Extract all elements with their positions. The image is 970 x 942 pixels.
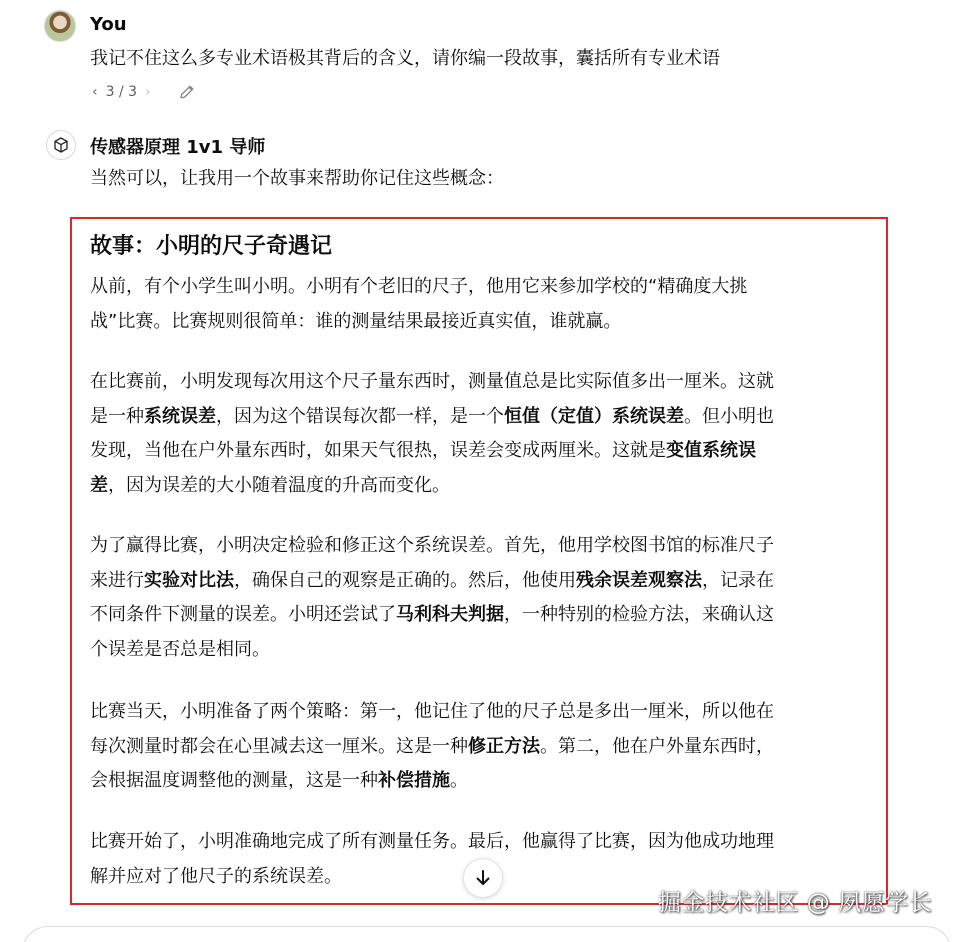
story-text: 每次测量时都会在心里减去这一厘米。这是一种 bbox=[90, 735, 468, 757]
key-term: 马利科夫判据 bbox=[396, 604, 504, 625]
story-text: 比赛当天，小明准备了两个策略：第一，他记住了他的尺子总是多出一厘米，所以他在 bbox=[90, 701, 774, 722]
assistant-name: 传感器原理 1v1 导师 bbox=[90, 137, 266, 158]
key-term: 实验对比法 bbox=[144, 569, 234, 591]
story-text: 。 bbox=[450, 770, 468, 791]
story-text: 是一种 bbox=[90, 405, 144, 427]
assistant-cube-icon bbox=[46, 130, 76, 160]
story-title: 故事：小明的尺子奇遇记 bbox=[90, 234, 333, 259]
key-term: 恒值（定值）系统误差 bbox=[504, 405, 684, 427]
story-text: ，因为误差的大小随着温度的升高而变化。 bbox=[108, 474, 450, 496]
story-paragraph bbox=[90, 270, 865, 339]
story-text: 。但小明也 bbox=[684, 405, 774, 427]
key-term: 系统误差 bbox=[144, 405, 216, 427]
user-name: You bbox=[90, 14, 127, 35]
story-text: ，一种特别的检验方法，来确认这 bbox=[504, 604, 774, 625]
story-text: 。第二，他在户外量东西时， bbox=[540, 735, 774, 757]
story-paragraph bbox=[90, 695, 865, 799]
story-text: 战”比赛。比赛规则很简单：谁的测量结果最接近真实值，谁就赢。 bbox=[90, 310, 622, 332]
watermark: 掘金技术社区 @ 夙愿学长 bbox=[658, 890, 933, 916]
message-pager bbox=[92, 82, 197, 102]
user-avatar bbox=[44, 10, 76, 42]
next-version-icon[interactable]: › bbox=[145, 84, 151, 100]
story-text: 会根据温度调整他的测量，这是一种 bbox=[90, 770, 378, 791]
story-text: 为了赢得比赛，小明决定检验和修正这个系统误差。首先，他用学校图书馆的标准尺子 bbox=[90, 535, 774, 556]
scroll-to-bottom-button[interactable] bbox=[463, 858, 503, 898]
message-composer[interactable] bbox=[22, 926, 952, 942]
story-text: 在比赛前，小明发现每次用这个尺子量东西时，测量值总是比实际值多出一厘米。这就 bbox=[90, 371, 774, 392]
pager-count: 3 / 3 bbox=[105, 84, 138, 100]
story-text: ，记录在 bbox=[702, 569, 774, 591]
edit-pencil-icon[interactable] bbox=[177, 82, 197, 102]
key-term: 补偿措施 bbox=[378, 770, 450, 791]
user-message-text: 我记不住这么多专业术语极其背后的含义，请你编一段故事，囊括所有专业术语 bbox=[90, 48, 720, 69]
story-text: 比赛开始了，小明准确地完成了所有测量任务。最后，他赢得了比赛，因为他成功地理 bbox=[90, 831, 774, 852]
arrow-down-icon bbox=[473, 868, 493, 888]
key-term: 残余误差观察法 bbox=[576, 569, 702, 591]
key-term: 修正方法 bbox=[468, 735, 540, 757]
assistant-intro: 当然可以，让我用一个故事来帮助你记住这些概念： bbox=[90, 168, 504, 189]
story-text: ，确保自己的观察是正确的。然后，他使用 bbox=[234, 569, 576, 591]
key-term: 变值系统误 bbox=[666, 440, 756, 461]
story-text: 来进行 bbox=[90, 569, 144, 591]
story-paragraph bbox=[90, 529, 865, 667]
story-highlight-box bbox=[70, 217, 888, 905]
key-term: 差 bbox=[90, 474, 108, 496]
story-text: 解并应对了他尺子的系统误差。 bbox=[90, 865, 342, 887]
story-text: 不同条件下测量的误差。小明还尝试了 bbox=[90, 604, 396, 625]
story-text: ，因为这个错误每次都一样，是一个 bbox=[216, 405, 504, 427]
story-text: 发现，当他在户外量东西时，如果天气很热，误差会变成两厘米。这就是 bbox=[90, 440, 666, 461]
story-text: 个误差是否总是相同。 bbox=[90, 638, 270, 660]
story-paragraph bbox=[90, 365, 865, 503]
previous-version-icon[interactable]: ‹ bbox=[92, 84, 98, 100]
story-text: 从前，有个小学生叫小明。小明有个老旧的尺子，他用它来参加学校的“精确度大挑 bbox=[90, 276, 748, 297]
